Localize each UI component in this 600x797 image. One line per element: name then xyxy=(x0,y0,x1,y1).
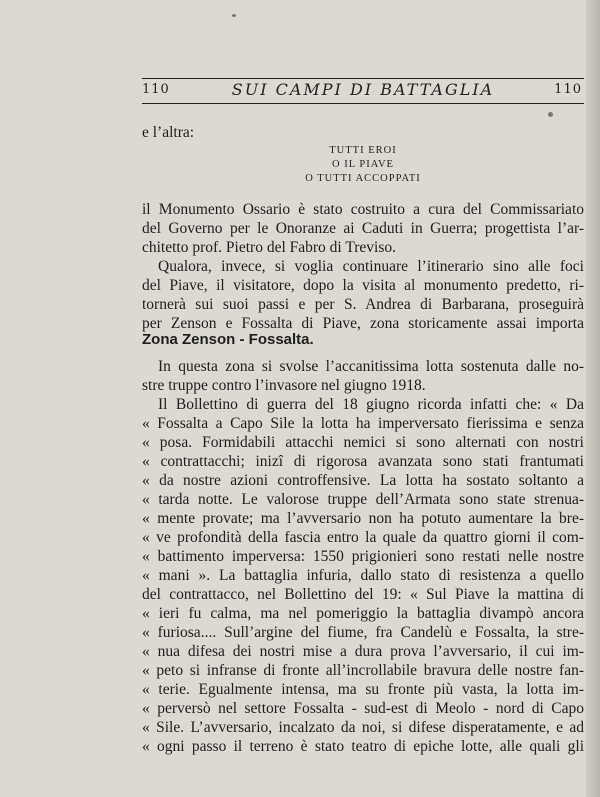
text-line: « Fossalta a Capo Sile la lotta ha imperversato fierissima e senza xyxy=(142,415,584,432)
text-line: « posa. Formidabili attacchi nemici si sono alternati con nostri xyxy=(142,434,584,451)
text-line: tornerà sui suoi passi e per S. Andrea di Barbarana, proseguirà xyxy=(142,296,584,313)
ink-spot xyxy=(548,112,553,117)
text-line: « peto si infranse di fronte all’incrollabile bravura delle nostre fan- xyxy=(142,662,584,679)
text-line: « nua difesa dei nostri mise a dura prova l’avversario, il cui im- xyxy=(142,643,584,660)
text-line: del Piave, il visitatore, dopo la visita al monumento predetto, ri- xyxy=(142,277,584,294)
running-header xyxy=(142,78,584,104)
text-line: Il Bollettino di guerra del 18 giugno ricorda infatti che: « Da xyxy=(158,396,584,413)
epitaph-line: O IL PIAVE xyxy=(332,159,394,170)
text-line: « contrattacchi; inizî di rigorosa avanzata sono stati frantumati xyxy=(142,453,584,470)
page-number-right: 110 xyxy=(554,82,582,97)
text-line: In questa zona si svolse l’accanitissima lotta sostenuta dalle no- xyxy=(158,358,584,375)
ink-spot xyxy=(232,14,236,17)
section-heading: Zona Zenson - Fossalta. xyxy=(142,331,314,348)
text-line: « Sile. L’avversario, incalzato da noi, si difese disperatamente, e ad xyxy=(142,719,584,736)
text-line: stre truppe contro l’invasore nel giugno 1918. xyxy=(142,377,426,394)
text-line: « terie. Egualmente intensa, ma su fronte più vasta, la lotta im- xyxy=(142,681,584,698)
text-line: Qualora, invece, si voglia continuare l’itinerario sino alle foci xyxy=(158,258,584,275)
page-edge xyxy=(586,0,600,797)
text-line: del contrattacco, nel Bollettino del 19: « Sul Piave la mattina di xyxy=(142,586,584,603)
text-line: « ogni passo il terreno è stato teatro di epiche lotte, alle quali gli xyxy=(142,738,584,755)
text-line: del Governo per le Onoranze ai Caduti in Guerra; progettista l’ar- xyxy=(142,220,584,237)
text-line: « ieri fu calma, ma nel pomeriggio la battaglia divampò ancora xyxy=(142,605,584,622)
intro-line: e l’altra: xyxy=(142,124,195,141)
text-line: chitetto prof. Pietro del Fabro di Treviso. xyxy=(142,239,397,256)
text-line: il Monumento Ossario è stato costruito a cura del Commissariato xyxy=(142,201,584,218)
text-line: per Zenson e Fossalta di Piave, zona storicamente assai importa xyxy=(142,315,584,332)
text-line: « perversò nel settore Fossalta - sud-est di Meolo - nord di Capo xyxy=(142,700,584,717)
text-line: « battimento imperversa: 1550 prigionieri sono restati nelle nostre xyxy=(142,548,584,565)
epitaph-line: O TUTTI ACCOPPATI xyxy=(305,173,421,184)
text-line: « furiosa.... Sull’argine del fiume, fra Candelù e Fossalta, la stre- xyxy=(142,624,584,641)
text-line: « mente provate; ma l’avversario non ha potuto aumentare la bre- xyxy=(142,510,584,527)
text-line: « tarda notte. Le valorose truppe dell’Armata sono state strenua- xyxy=(142,491,584,508)
text-line: « da nostre azioni controffensive. La lotta ha sostato soltanto a xyxy=(142,472,584,489)
page-number-left: 110 xyxy=(142,82,170,97)
text-line: « ve profondità della fascia entro la quale da quattro giorni il com- xyxy=(142,529,584,546)
running-title: SUI CAMPI DI BATTAGLIA xyxy=(231,80,495,99)
epitaph-line: TUTTI EROI xyxy=(329,145,397,156)
text-line: « mani ». La battaglia infuria, dallo stato di resistenza a quello xyxy=(142,567,584,584)
